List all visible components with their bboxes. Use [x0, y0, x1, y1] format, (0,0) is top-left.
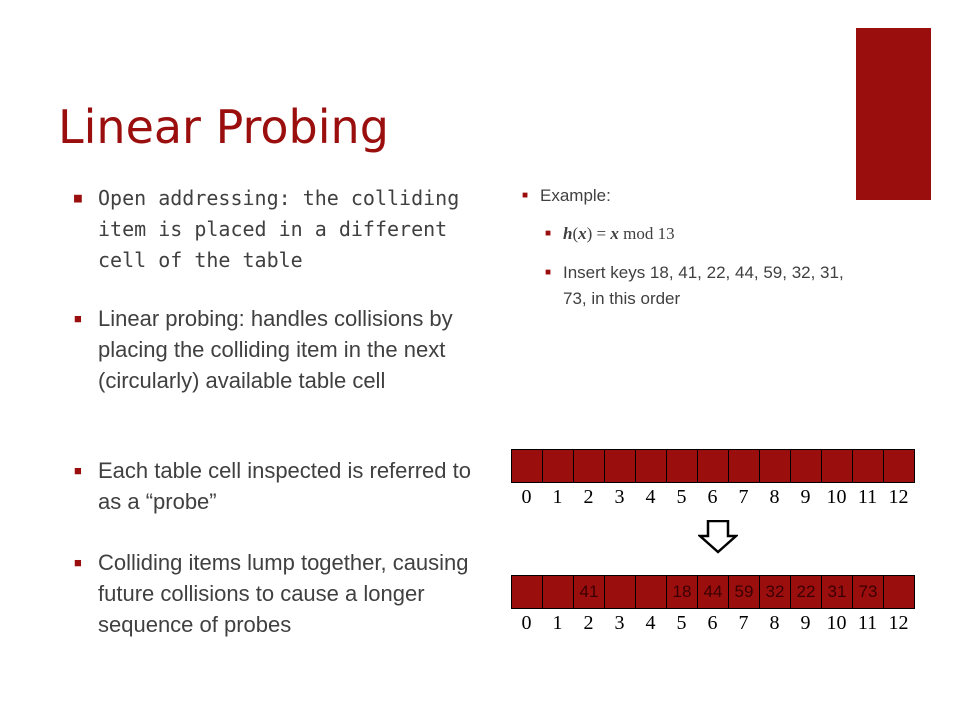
bullet-text: Colliding items lump together, causing future collisions to cause a longer sequence of probes — [98, 550, 469, 637]
hash-table-after — [511, 575, 915, 609]
table-index: 3 — [614, 486, 625, 508]
bullet-clustering — [74, 547, 498, 640]
table-cell — [511, 449, 543, 483]
bullet-linear-probing — [74, 303, 498, 396]
hash-fn-var: x — [610, 224, 619, 243]
table-index: 10 — [826, 486, 847, 508]
table-indices-before — [511, 486, 914, 509]
bullet-square-icon: ■ — [74, 311, 82, 326]
table-cell: 59 — [728, 575, 760, 609]
table-index: 11 — [857, 486, 878, 508]
table-cell — [852, 449, 884, 483]
table-index: 12 — [888, 486, 909, 508]
table-cell: 73 — [852, 575, 884, 609]
table-cell — [635, 449, 667, 483]
bullet-text: Each table cell inspected is referred to as a “probe” — [98, 458, 471, 514]
table-indices-after — [511, 612, 914, 635]
table-cell — [697, 449, 729, 483]
table-cell: 44 — [697, 575, 729, 609]
bullet-open-addressing — [74, 183, 498, 276]
bullet-square-icon: ■ — [74, 191, 82, 206]
table-cell — [604, 449, 636, 483]
table-index: 3 — [614, 612, 625, 634]
accent-bar — [856, 28, 931, 200]
example-label — [522, 183, 611, 209]
table-index: 11 — [857, 612, 878, 634]
table-index: 2 — [583, 486, 594, 508]
table-index: 2 — [583, 612, 594, 634]
table-index: 9 — [800, 612, 811, 634]
bullet-square-icon: ■ — [522, 190, 529, 201]
table-index: 9 — [800, 486, 811, 508]
table-cell — [883, 449, 915, 483]
table-cell — [511, 575, 543, 609]
hash-fn-arg: x — [578, 224, 587, 243]
down-arrow-icon — [698, 520, 738, 554]
table-cell — [883, 575, 915, 609]
table-cell: 41 — [573, 575, 605, 609]
table-cell: 32 — [759, 575, 791, 609]
table-index: 12 — [888, 612, 909, 634]
table-cell — [666, 449, 698, 483]
table-index: 4 — [645, 486, 656, 508]
example-label-text: Example: — [540, 186, 611, 205]
table-cell — [821, 449, 853, 483]
bullet-square-icon: ■ — [545, 228, 552, 239]
insert-keys — [545, 260, 853, 312]
table-index: 8 — [769, 486, 780, 508]
insert-keys-text: Insert keys 18, 41, 22, 44, 59, 32, 31, 73, in this order — [563, 263, 844, 308]
bullet-square-icon: ■ — [74, 463, 82, 478]
hash-table-before — [511, 449, 915, 483]
table-index: 7 — [738, 486, 749, 508]
table-index: 10 — [826, 612, 847, 634]
table-cell — [759, 449, 791, 483]
table-index: 4 — [645, 612, 656, 634]
table-cell: 22 — [790, 575, 822, 609]
table-index: 5 — [676, 486, 687, 508]
bullet-square-icon: ■ — [74, 555, 82, 570]
bullet-text: Open addressing: the colliding item is placed in a different cell of the table — [98, 186, 460, 272]
bullet-text: Linear probing: handles collisions by placing the colliding item in the next (circularly) available table cell — [98, 306, 453, 393]
bullet-square-icon: ■ — [545, 267, 552, 278]
table-index: 8 — [769, 612, 780, 634]
table-cell — [728, 449, 760, 483]
table-cell: 31 — [821, 575, 853, 609]
table-index: 1 — [552, 612, 563, 634]
table-cell: 18 — [666, 575, 698, 609]
table-cell — [604, 575, 636, 609]
bullet-probe — [74, 455, 498, 517]
table-index: 0 — [521, 486, 532, 508]
table-cell — [635, 575, 667, 609]
hash-fn-name: h — [563, 224, 573, 243]
table-index: 0 — [521, 612, 532, 634]
table-index: 7 — [738, 612, 749, 634]
table-cell — [542, 575, 574, 609]
table-cell — [573, 449, 605, 483]
table-cell — [790, 449, 822, 483]
hash-function: ■ h(x) = x mod 13 — [563, 221, 675, 247]
table-index: 6 — [707, 612, 718, 634]
table-cell — [542, 449, 574, 483]
table-index: 1 — [552, 486, 563, 508]
slide-title: Linear Probing — [58, 100, 389, 154]
table-index: 5 — [676, 612, 687, 634]
hash-fn-mod: mod 13 — [623, 224, 675, 243]
table-index: 6 — [707, 486, 718, 508]
